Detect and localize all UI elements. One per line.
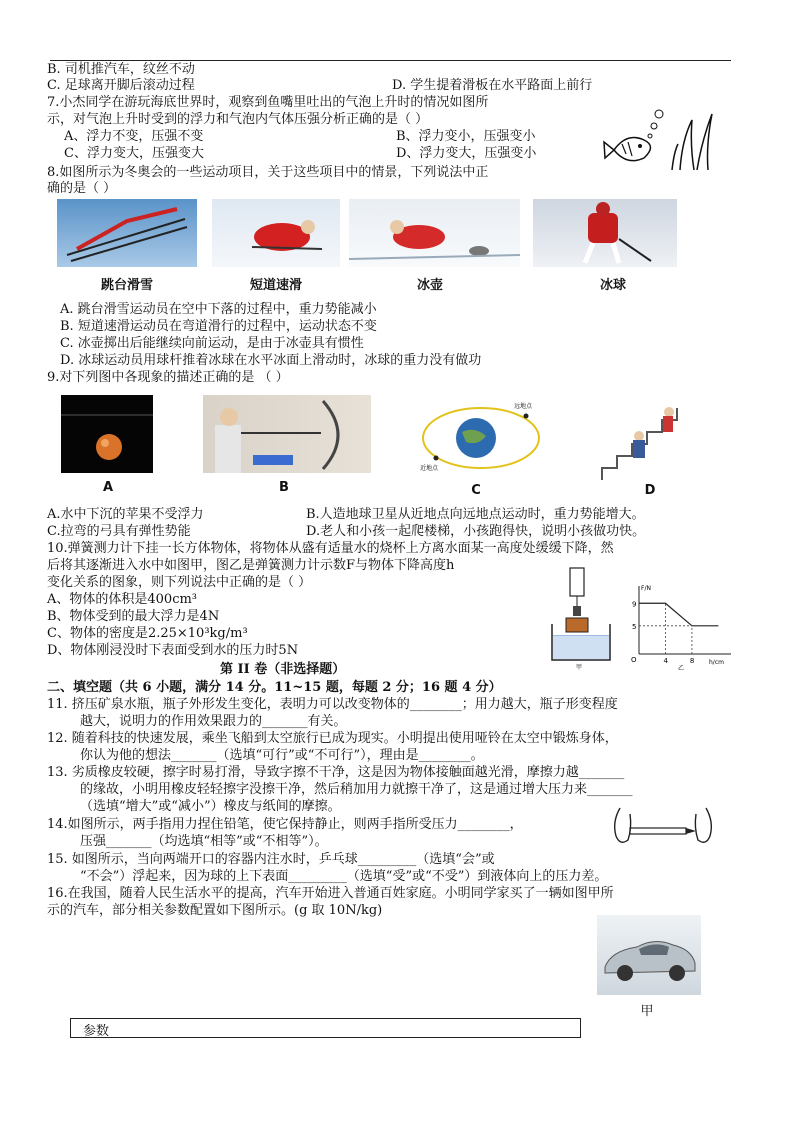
params-box [70, 1018, 581, 1038]
q14-line-1: 14.如图所示，两手指用力捏住铅笔，使它保持静止，则两手指所受压力________， [47, 817, 523, 832]
q9-option-b: B.人造地球卫星从近地点向远地点运动时，重力势能增大。 [306, 507, 645, 522]
speed-skating-photo [212, 199, 340, 267]
car-photo [597, 915, 701, 995]
q6-option-d: D. 学生提着滑板在水平路面上前行 [392, 78, 593, 93]
caption-ice-hockey: 冰球 [599, 278, 626, 293]
y-axis-label: F/N [641, 585, 651, 592]
origin-label: O [631, 656, 637, 664]
x-tick-label: 4 [663, 657, 668, 665]
q13-line-3: （选填“增大”或“减小”）橡皮与纸间的摩擦。 [80, 799, 341, 814]
curling-photo [349, 199, 520, 267]
x-axis-label: h/cm [709, 659, 724, 666]
fig-yi-label: 乙 [678, 665, 685, 670]
q10-stem-1: 10.弹簧测力计下挂一长方体物体，将物体从盛有适量水的烧杯上方离水面某一高度处缓缓下降，然 [47, 541, 614, 556]
spring-scale-figure [548, 566, 618, 670]
fig-label-c: C [471, 483, 481, 498]
q8-option-d: D. 冰球运动员用球杆推着冰球在水平冰面上滑动时，冰球的重力没有做功 [60, 353, 482, 368]
top-rule [50, 60, 731, 61]
q12-line-2: 你认为他的想法_______（选填“可行”或“不可行”），理由是________。 [80, 748, 484, 763]
satellite-orbit-diagram [416, 398, 546, 473]
caption-speed-skating: 短道速滑 [249, 278, 302, 293]
section-fill-blank: 二、填空题（共 6 小题，满分 14 分。11~15 题，每题 2 分；16 题 4 分） [47, 680, 502, 695]
archery-photo [203, 395, 371, 473]
fig-label-a: A [102, 480, 114, 495]
q7-stem-1: 7.小杰同学在游玩海底世界时，观察到鱼嘴里吐出的气泡上升时的情况如图所 [47, 95, 489, 110]
q10-option-c: C、物体的密度是2.25×10³kg/m³ [47, 626, 248, 641]
force-series-line [639, 603, 718, 626]
q9-option-c: C.拉弯的弓具有弹性势能 [47, 524, 191, 539]
y-tick-label: 5 [632, 622, 637, 631]
q12-line-1: 12. 随着科技的快速发展，乘坐飞船到太空旅行已成为现实。小明提出使用哑铃在太空中锻炼身体， [47, 731, 618, 746]
caption-ski-jump: 跳台滑雪 [100, 278, 153, 293]
params-label: 参数 [83, 1024, 110, 1039]
q10-option-a: A、物体的体积是400cm³ [47, 592, 198, 607]
q7-option-b: B、浮力变小，压强变小 [396, 129, 536, 144]
q15-line-1: 15. 如图所示，当向两端开口的容器内注水时，乒乓球_________（选填“会”或 [47, 852, 495, 867]
y-tick-label: 9 [632, 600, 637, 609]
fish-bubble-figure [602, 100, 722, 172]
q6-option-c: C. 足球离开脚后滚动过程 [47, 78, 195, 93]
fig-label-d: D [644, 483, 656, 498]
q14-line-2: 压强_______（均选填“相等”或“不相等”）。 [80, 834, 328, 849]
q13-line-1: 13. 劣质橡皮较硬，擦字时易打滑，导致字擦不干净，这是因为物体接触面越光滑，摩擦力越_______ [47, 765, 625, 780]
q9-stem: 9.对下列图中各现象的描述正确的是 （ ） [47, 370, 289, 385]
q8-option-c: C. 冰壶掷出后能继续向前运动，是由于冰壶具有惯性 [60, 336, 364, 351]
ski-jump-photo [57, 199, 197, 267]
q10-stem-3: 变化关系的图象，则下列说法中正确的是（ ） [47, 575, 312, 590]
q8-option-b: B. 短道速滑运动员在弯道滑行的过程中，运动状态不变 [60, 319, 377, 334]
label-apogee: 远地点 [514, 403, 533, 410]
q16-line-1: 16.在我国，随着人民生活水平的提高，汽车开始进入普通百姓家庭。小明同学家买了一辆如图甲所 [47, 886, 614, 901]
q7-option-a: A、浮力不变，压强不变 [64, 129, 204, 144]
q10-stem-2: 后将其逐渐进入水中如图甲，图乙是弹簧测力计示数F与物体下降高度h [47, 558, 455, 573]
pencil-fingers-figure [606, 806, 722, 856]
q8-stem-1: 8.如图所示为冬奥会的一些运动项目，关于这些项目中的情景，下列说法中正 [47, 165, 489, 180]
q16-line-2: 示的汽车，部分相关参数配置如下图所示。(g 取 10N/kg) [47, 903, 383, 918]
fig-jia-label: 甲 [576, 664, 583, 670]
q7-stem-2: 示，对气泡上升时受到的浮力和气泡内气体压强分析正确的是（ ） [47, 112, 429, 127]
q13-line-2: 的缘故，小明用橡皮轻轻擦字没擦干净，然后稍加用力就擦干净了，这是通过增大压力来_______ [80, 782, 633, 797]
label-perigee: 近地点 [420, 465, 439, 472]
q7-option-c: C、浮力变大，压强变大 [64, 146, 204, 161]
q9-option-a: A.水中下沉的苹果不受浮力 [47, 507, 204, 522]
q11-line-1: 11. 挤压矿泉水瓶，瓶子外形发生变化，表明力可以改变物体的________；用力越大，瓶子形变程度 [47, 697, 618, 712]
q10-option-b: B、物体受到的最大浮力是4N [47, 609, 220, 624]
q8-stem-2: 确的是（ ） [47, 181, 117, 196]
q10-option-d: D、物体刚浸没时下表面受到水的压力时5N [47, 643, 299, 658]
q7-option-d: D、浮力变大，压强变小 [396, 146, 537, 161]
fig-label-b: B [279, 480, 289, 495]
part2-title: 第 II 卷（非选择题） [220, 662, 346, 677]
apple-in-water-photo [61, 395, 153, 473]
caption-curling: 冰壶 [416, 278, 443, 293]
q11-line-2: 越大，说明力的作用效果跟力的_______有关。 [80, 714, 347, 729]
q8-option-a: A. 跳台滑雪运动员在空中下落的过程中，重力势能减小 [60, 302, 377, 317]
q6-option-b: B. 司机推汽车，纹丝不动 [47, 62, 195, 77]
ice-hockey-photo [533, 199, 677, 267]
q9-option-d: D.老人和小孩一起爬楼梯，小孩跑得快，说明小孩做功快。 [306, 524, 646, 539]
q15-line-2: “不会”）浮起来，因为球的上下表面_________（选填“受”或“不受”）到液体向上的压力差。 [80, 869, 608, 884]
car-caption: 甲 [640, 1004, 654, 1019]
force-height-chart [625, 582, 743, 670]
stairs-drawing [597, 404, 692, 482]
x-tick-label: 8 [689, 657, 695, 665]
